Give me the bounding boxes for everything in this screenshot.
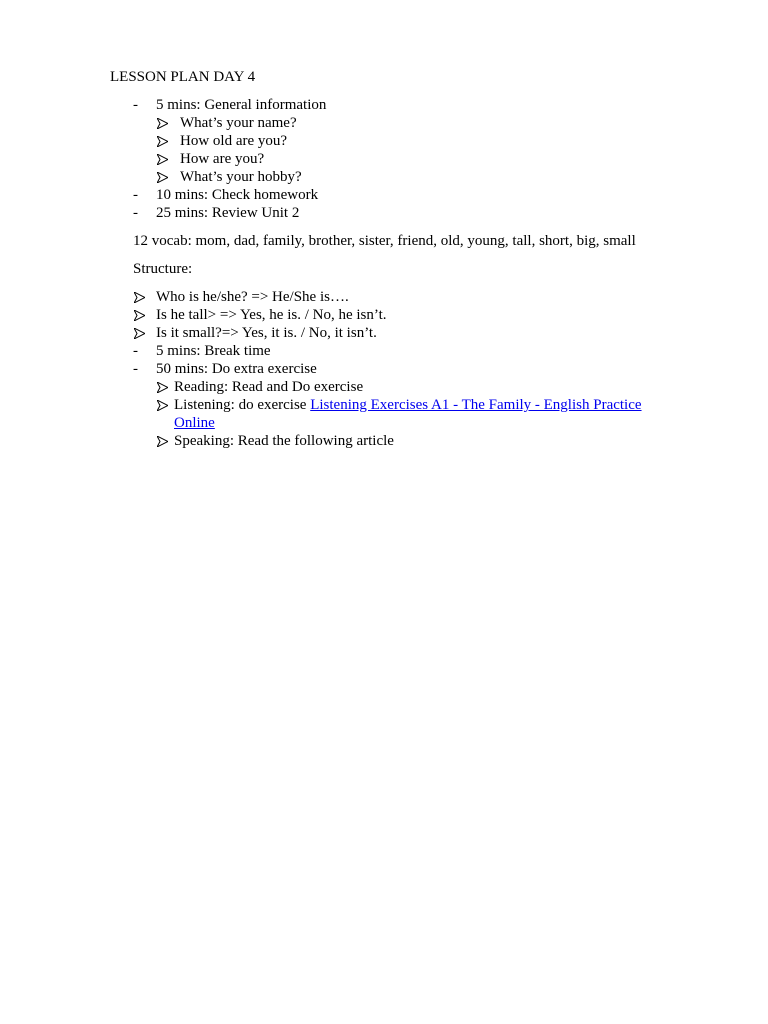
exercise-speaking: Speaking: Read the following article xyxy=(174,433,394,449)
vocab-paragraph: 12 vocab: mom, dad, family, brother, sister, friend, old, young, tall, short, big, small xyxy=(133,233,636,249)
structure-item: Who is he/she? => He/She is…. xyxy=(156,289,349,305)
structure-item: Is it small?=> Yes, it is. / No, it isn’t. xyxy=(156,325,377,341)
exercise-listening-prefix: Listening: do exercise xyxy=(174,397,311,413)
question-item: How are you? xyxy=(180,151,265,167)
agenda-item-check-homework: 10 mins: Check homework xyxy=(156,187,319,203)
agenda-item-review-unit: 25 mins: Review Unit 2 xyxy=(156,205,300,221)
arrowhead-bullet-icon xyxy=(134,292,145,303)
agenda-item-extra-exercise: 50 mins: Do extra exercise xyxy=(156,361,317,377)
arrowhead-bullet-icon xyxy=(157,172,168,183)
structure-label: Structure: xyxy=(133,261,193,277)
dash-bullet: - xyxy=(133,205,138,221)
arrowhead-bullet-icon xyxy=(157,118,168,129)
arrowhead-bullet-icon xyxy=(157,400,168,411)
exercise-reading: Reading: Read and Do exercise xyxy=(174,379,364,395)
arrowhead-bullet-icon xyxy=(157,436,168,447)
arrowhead-bullet-icon xyxy=(157,154,168,165)
question-item: How old are you? xyxy=(180,133,288,149)
exercise-listening-continued xyxy=(174,414,215,432)
listening-exercise-link[interactable]: Listening Exercises A1 - The Family - English Practice xyxy=(310,397,642,413)
question-item: What’s your name? xyxy=(180,115,297,131)
arrowhead-bullet-icon xyxy=(157,136,168,147)
question-item: What’s your hobby? xyxy=(180,169,302,185)
dash-bullet: - xyxy=(133,343,138,359)
structure-item: Is he tall> => Yes, he is. / No, he isn’t. xyxy=(156,307,387,323)
exercise-listening xyxy=(174,396,642,414)
dash-bullet: - xyxy=(133,187,138,203)
arrowhead-bullet-icon xyxy=(157,382,168,393)
arrowhead-bullet-icon xyxy=(134,328,145,339)
document-title: LESSON PLAN DAY 4 xyxy=(110,69,256,85)
arrowhead-bullet-icon xyxy=(134,310,145,321)
dash-bullet: - xyxy=(133,361,138,377)
listening-exercise-link-continued[interactable]: Online xyxy=(174,415,215,431)
agenda-item-break-time: 5 mins: Break time xyxy=(156,343,271,359)
dash-bullet: - xyxy=(133,97,138,113)
agenda-item-general-information: 5 mins: General information xyxy=(156,97,327,113)
